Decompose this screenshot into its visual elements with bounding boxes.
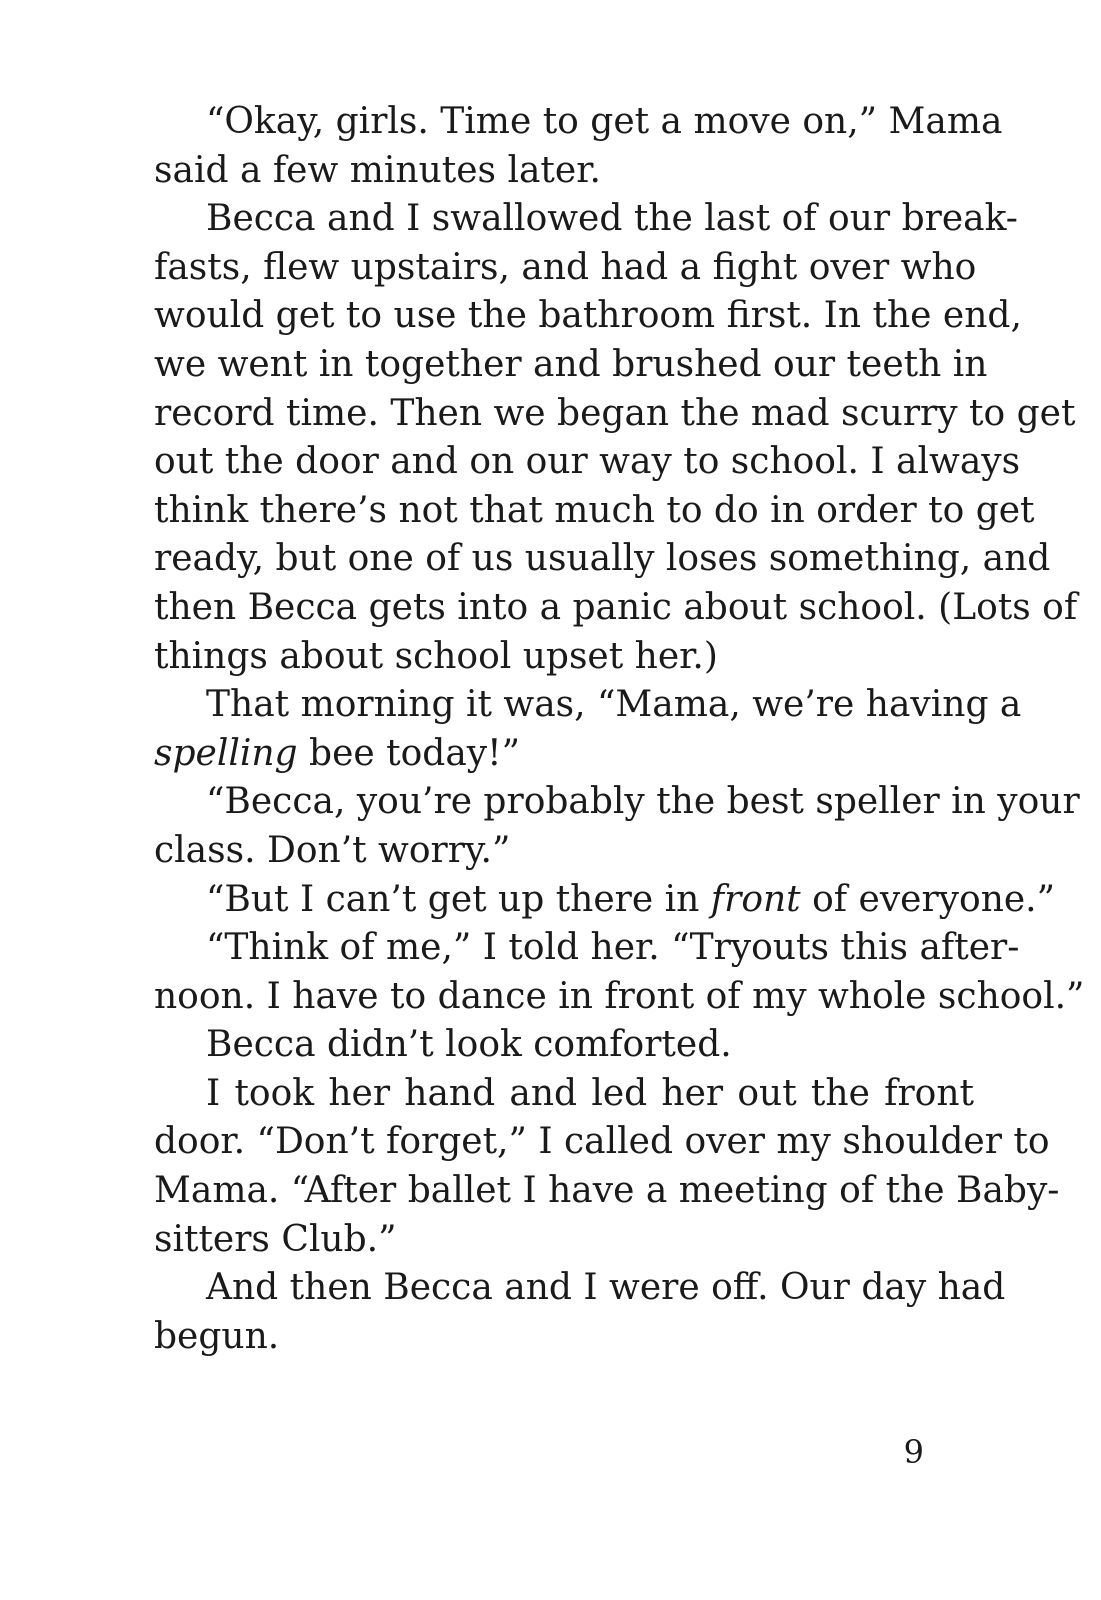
text-line: “Okay, girls. Time to get a move on,” Mama bbox=[206, 101, 1003, 142]
text-line: we went in together and brushed our teeth in bbox=[154, 343, 988, 385]
text-line: sitters Club.” bbox=[154, 1218, 397, 1260]
text-line: door. “Don’t forget,” I called over my shoulder to bbox=[154, 1121, 1050, 1163]
text-line: begun. bbox=[154, 1315, 280, 1357]
italic-text: front bbox=[710, 878, 801, 920]
text-line: “Becca, you’re probably the best speller in your bbox=[206, 781, 1080, 823]
text-line bbox=[154, 730, 974, 779]
page-number: 9 bbox=[903, 1433, 924, 1471]
text-line: class. Don’t worry.” bbox=[154, 829, 511, 871]
text-line: noon. I have to dance in front of my whole school.” bbox=[154, 975, 1085, 1017]
text-line: And then Becca and I were off. Our day had bbox=[206, 1267, 1006, 1309]
text-line: then Becca gets into a panic about school. (Lots of bbox=[154, 586, 1078, 628]
text-line: Becca and I swallowed the last of our break- bbox=[206, 198, 1018, 240]
body-text bbox=[154, 98, 1085, 1361]
text-segment: bee today!” bbox=[297, 732, 521, 774]
text-line: Becca didn’t look comforted. bbox=[206, 1024, 732, 1066]
italic-text: spelling bbox=[154, 732, 298, 774]
text-line: ready, but one of us usually loses something, and bbox=[154, 538, 1051, 580]
text-segment: “But I can’t get up there in bbox=[206, 878, 711, 920]
text-line: record time. Then we began the mad scurry to get bbox=[154, 392, 1076, 434]
text-line: out the door and on our way to school. I always bbox=[154, 441, 1021, 483]
text-line bbox=[154, 876, 1056, 925]
text-segment: of everyone.” bbox=[800, 878, 1056, 920]
text-line: things about school upset her.) bbox=[154, 635, 718, 677]
text-line: fasts, flew upstairs, and had a fight over who bbox=[154, 246, 977, 288]
text-line: would get to use the bathroom first. In the end, bbox=[154, 295, 1022, 337]
text-line: That morning it was, “Mama, we’re having a bbox=[206, 684, 1022, 726]
text-line: Mama. “After ballet I have a meeting of the Baby- bbox=[154, 1170, 1060, 1212]
text-line: I took her hand and led her out the front bbox=[206, 1072, 974, 1114]
text-line: think there’s not that much to do in order to get bbox=[154, 489, 1035, 531]
text-line: said a few minutes later. bbox=[154, 149, 601, 191]
text-line: “Think of me,” I told her. “Tryouts this after- bbox=[206, 927, 1020, 969]
